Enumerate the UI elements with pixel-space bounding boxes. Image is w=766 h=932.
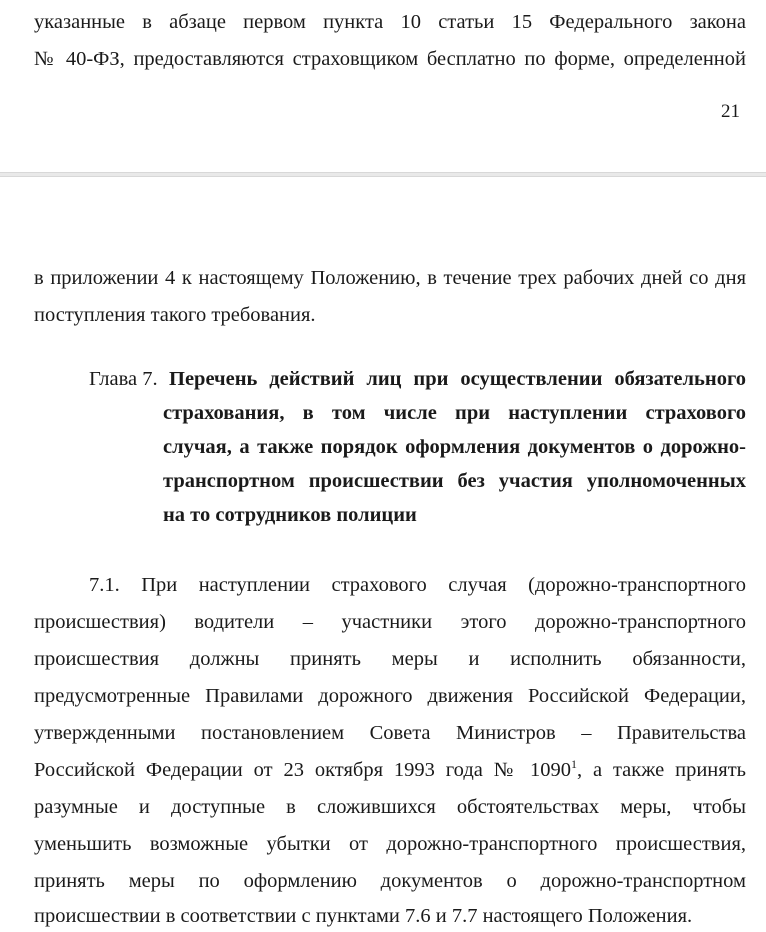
text-line: поступления такого требования. [34, 304, 316, 326]
paragraph-line: принять меры по оформлению документов о дорожно-транспортном [34, 870, 746, 892]
chapter-title-line: на то сотрудников полиции [163, 504, 417, 526]
text-line: № 40-ФЗ, предоставляются страховщиком бесплатно по форме, определенной [34, 48, 746, 70]
paragraph-line: происшествия) водители – участники этого дорожно-транспортного [34, 611, 746, 633]
chapter-label: Глава 7. [89, 368, 158, 390]
chapter-title-line: транспортном происшествии без участия уполномоченных [163, 470, 746, 492]
paragraph-text: , а также принять [576, 759, 746, 781]
paragraph-line: 7.1. При наступлении страхового случая (дорожно-транспортного [89, 574, 746, 596]
paragraph-line: происшествии в соответствии с пунктами 7.6 и 7.7 настоящего Положения. [34, 905, 693, 927]
chapter-title-line: страхования, в том числе при наступлении страхового [163, 402, 746, 424]
paragraph-text: Российской Федерации от 23 октября 1993 года № 1090 [34, 759, 571, 781]
footnote-marker: 1 [570, 757, 577, 772]
paragraph-line: уменьшить возможные убытки от дорожно-транспортного происшествия, [34, 833, 746, 855]
text-line: указанные в абзаце первом пункта 10 статьи 15 Федерального закона [34, 11, 746, 33]
paragraph-line: происшествия должны принять меры и исполнить обязанности, [34, 648, 746, 670]
text-line: в приложении 4 к настоящему Положению, в течение трех рабочих дней со дня [34, 267, 746, 289]
chapter-title-line: Перечень действий лиц при осуществлении обязательного [169, 368, 746, 390]
page-number: 21 [721, 101, 740, 122]
previous-page [0, 0, 766, 172]
chapter-title-line: случая, а также порядок оформления документов о дорожно- [163, 436, 746, 458]
paragraph-line: разумные и доступные в сложившихся обстоятельствах меры, чтобы [34, 796, 746, 818]
paragraph-line [34, 758, 746, 782]
paragraph-line: предусмотренные Правилами дорожного движения Российской Федерации, [34, 685, 746, 707]
paragraph-line: утвержденными постановлением Совета Министров – Правительства [34, 722, 746, 744]
